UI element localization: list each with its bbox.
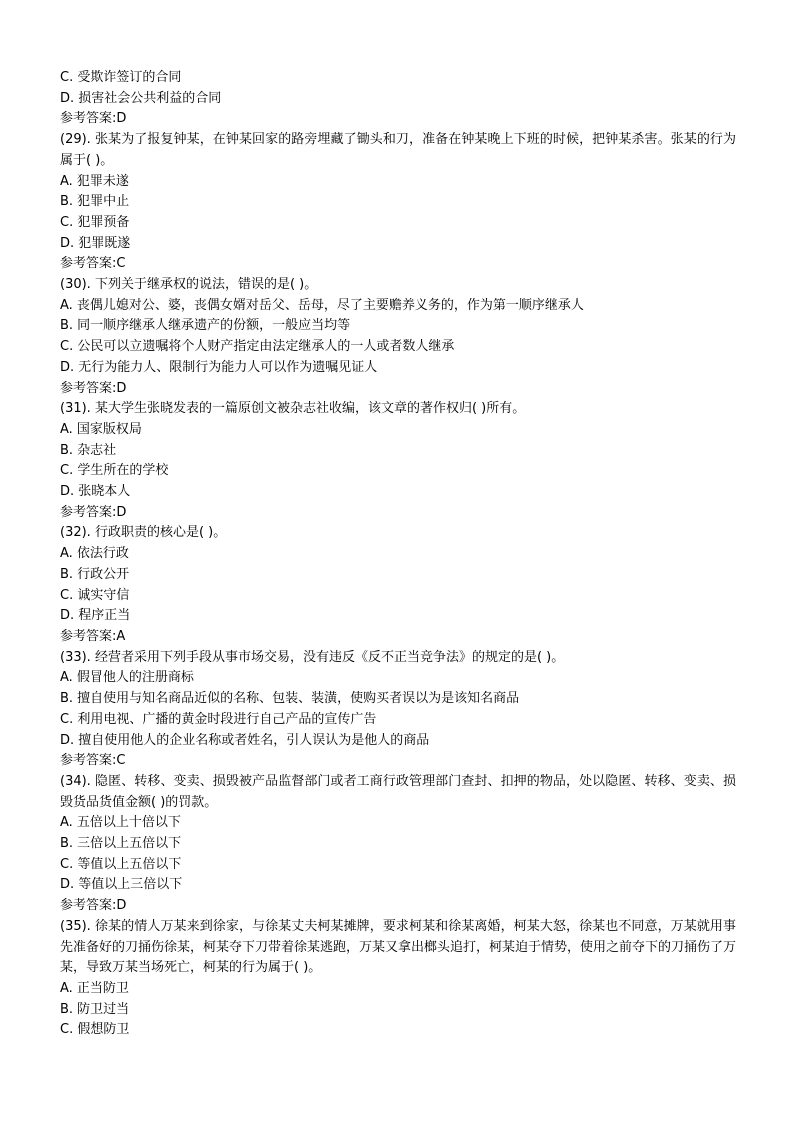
option-line: C. 受欺诈签订的合同 <box>60 70 182 85</box>
option-line: C. 公民可以立遗嘱将个人财产指定由法定继承人的一人或者数人继承 <box>60 339 455 355</box>
answer-line: 参考答案:A <box>60 628 126 644</box>
option-line: D. 犯罪既遂 <box>60 235 131 251</box>
answer-line: 参考答案:C <box>60 256 126 272</box>
answer-line: 参考答案:D <box>60 898 127 914</box>
question-31: (31). 某大学生张晓发表的一篇原创文被杂志社收编，该文章的著作权归( )所有。 <box>60 401 526 417</box>
option-line: B. 行政公开 <box>60 566 130 582</box>
question-29: (29). 张某为了报复钟某，在钟某回家的路旁埋藏了锄头和刀，准备在钟某晚上下班的时候，把钟某杀害。张某的行为属于( )。 <box>60 132 736 168</box>
document-page <box>60 68 736 1041</box>
option-line: B. 防卫过当 <box>60 1001 130 1017</box>
option-line: D. 擅自使用他人的企业名称或者姓名，引人误认为是他人的商品 <box>60 732 430 748</box>
option-line: A. 犯罪未遂 <box>60 173 129 189</box>
question-30: (30). 下列关于继承权的说法，错误的是( )。 <box>60 277 318 293</box>
option-line: A. 丧偶儿媳对公、婆，丧偶女婿对岳父、岳母，尽了主要赡养义务的，作为第一顺序继承人 <box>60 297 584 313</box>
question-34: (34). 隐匿、转移、变卖、损毁被产品监督部门或者工商行政管理部门查封、扣押的物品，处以隐匿、转移、变卖、损毁货品货值金额( )的罚款。 <box>60 773 736 810</box>
option-line: C. 犯罪预备 <box>60 214 130 230</box>
answer-line: 参考答案:D <box>60 111 127 127</box>
option-line: B. 三倍以上五倍以下 <box>60 836 182 852</box>
option-line: D. 无行为能力人、限制行为能力人可以作为遗嘱见证人 <box>60 359 378 375</box>
question-35: (35). 徐某的情人万某来到徐家，与徐某丈夫柯某摊牌，要求柯某和徐某离婚，柯某大怒，徐某也不同意，万某就用事先准备好的刀捅伤徐某，柯某夺下刀带着徐某逃跑，万某又拿出榔头追打，柯某迫于情势，使用之前夺下的刀捅伤了万某，导致万某当场死亡，柯某的行为属于( )。 <box>60 918 737 976</box>
question-32: (32). 行政职责的核心是( )。 <box>60 525 227 541</box>
option-line: C. 诚实守信 <box>60 587 130 603</box>
option-line: B. 杂志社 <box>60 442 117 458</box>
option-line: A. 正当防卫 <box>60 980 129 996</box>
option-line: A. 依法行政 <box>60 546 129 562</box>
option-line: D. 等值以上三倍以下 <box>60 877 183 893</box>
option-line: A. 国家版权局 <box>60 421 142 437</box>
option-line: A. 五倍以上十倍以下 <box>60 815 181 831</box>
option-line: C. 等值以上五倍以下 <box>60 856 182 872</box>
option-line: C. 假想防卫 <box>60 1022 130 1038</box>
option-line: C. 利用电视、广播的黄金时段进行自己产品的宣传广告 <box>60 711 377 727</box>
answer-line: 参考答案:D <box>60 504 127 520</box>
answer-line: 参考答案:D <box>60 380 127 396</box>
answer-line: 参考答案:C <box>60 753 126 769</box>
question-33: (33). 经营者采用下列手段从事市场交易，没有违反《反不正当竞争法》的规定的是( )。 <box>60 649 565 665</box>
option-line: C. 学生所在的学校 <box>60 463 169 479</box>
option-line: B. 同一顺序继承人继承遗产的份额，一般应当均等 <box>60 318 351 334</box>
option-line: D. 程序正当 <box>60 608 131 624</box>
option-line: D. 张晓本人 <box>60 484 131 500</box>
option-line: B. 犯罪中止 <box>60 194 130 210</box>
option-line: D. 损害社会公共利益的合同 <box>60 90 222 106</box>
option-line: A. 假冒他人的注册商标 <box>60 670 194 686</box>
option-line: B. 擅自使用与知名商品近似的名称、包装、装潢，使购买者误以为是该知名商品 <box>60 691 520 707</box>
